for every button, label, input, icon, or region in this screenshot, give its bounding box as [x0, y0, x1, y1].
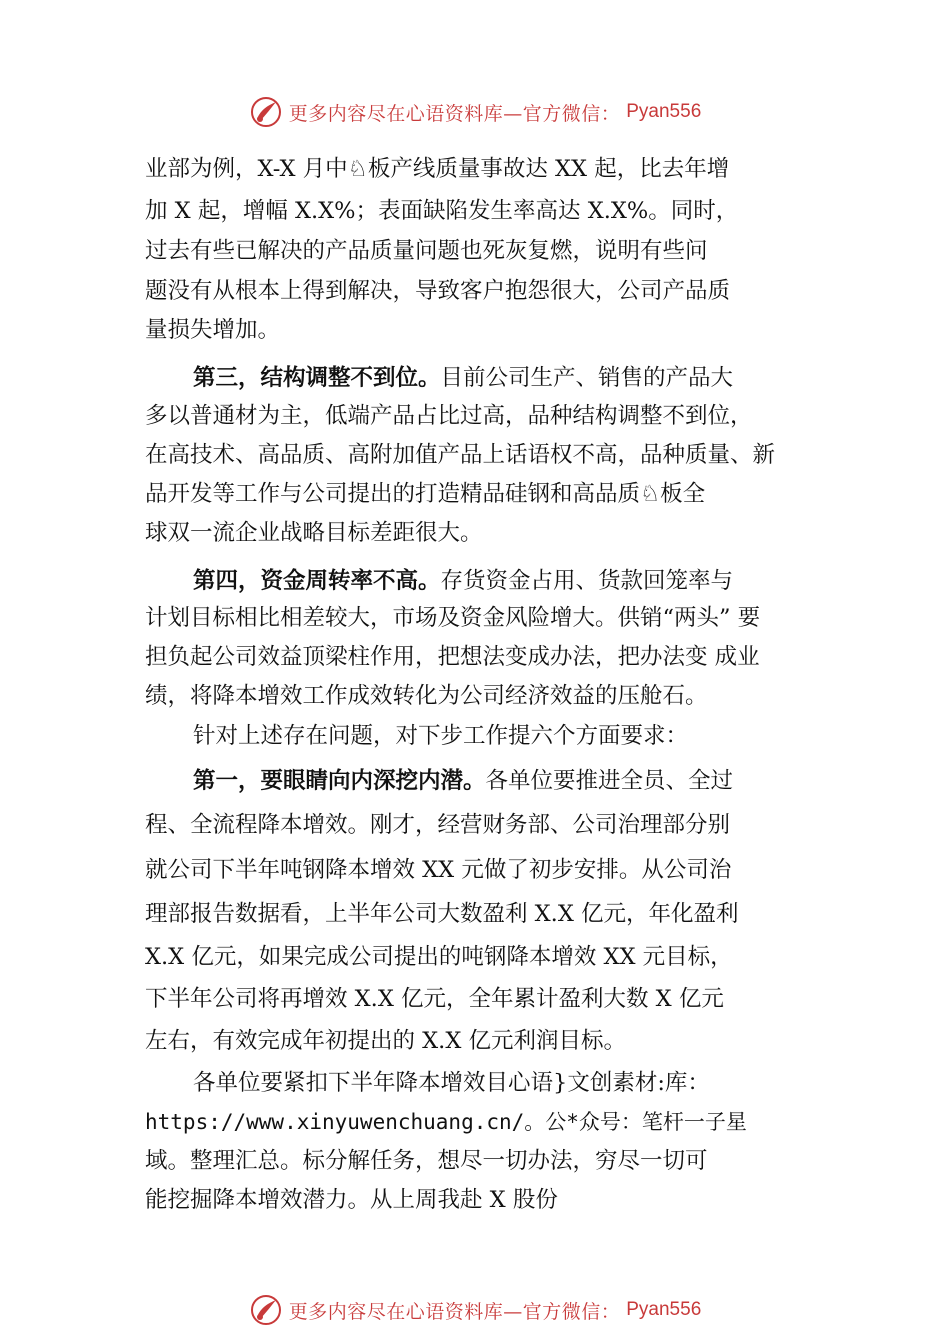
- text-line: 在高技术、高品质、高附加值产品上话语权不高，品种质量、新: [145, 442, 776, 468]
- banner-wechat-id: Pyan556: [626, 101, 702, 122]
- text-line: 理部报告数据看，上半年公司大数盈利 X.X 亿元，年化盈利: [145, 901, 739, 927]
- text-line: 加 X 起，增幅 X.X%；表面缺陷发生率高达 X.X%。同时，: [145, 198, 739, 224]
- text-line: 针对上述存在问题，对下步工作提六个方面要求：: [193, 723, 689, 749]
- text-line: 题没有从根本上得到解决，导致客户抱怨很大，公司产品质: [145, 278, 731, 304]
- banner-text: 更多内容尽在心语资料库—官方微信：: [288, 102, 621, 125]
- text-line: 品开发等工作与公司提出的打造精品硅钢和高品质♘板全: [145, 481, 706, 507]
- text-line: 下半年公司将再增效 X.X 亿元，全年累计盈利大数 X 亿元: [145, 986, 724, 1012]
- text-line: X.X 亿元，如果完成公司提出的吨钢降本增效 XX 元目标，: [145, 944, 733, 970]
- url-text: https://www.xinyuwenchuang.cn/。公*众号：笔杆一子星: [145, 1110, 747, 1134]
- paragraph-heading-line: 第四，资金周转率不高。存货资金占用、货款回笼率与: [193, 568, 734, 594]
- paragraph-heading-line: 第三，结构调整不到位。目前公司生产、销售的产品大: [193, 365, 734, 391]
- text-line: 各单位要紧扣下半年降本增效目心语}文创素材:库：: [193, 1070, 710, 1096]
- paragraph-heading: 第三，结构调整不到位。: [193, 365, 441, 391]
- text-line: 计划目标相比相差较大，市场及资金风险增大。供销“两头” 要: [145, 605, 761, 631]
- text-line: 就公司下半年吨钢降本增效 XX 元做了初步安排。从公司治: [145, 857, 732, 883]
- paragraph-heading: 第四，资金周转率不高。: [193, 568, 441, 594]
- text-line: 能挖掘降本增效潜力。从上周我赴 X 股份: [145, 1187, 558, 1213]
- text-line: 量损失增加。: [145, 317, 281, 343]
- text-line: 业部为例，X-X 月中♘板产线质量事故达 XX 起，比去年增: [145, 156, 730, 182]
- text-line: 球双一流企业战略目标差距很大。: [145, 520, 483, 546]
- text-line: 多以普通材为主，低端产品占比过高，品种结构调整不到位，: [145, 403, 753, 429]
- banner-text: 更多内容尽在心语资料库—官方微信：: [288, 1300, 621, 1323]
- footer-banner: [0, 1290, 950, 1330]
- paragraph-heading-line: 第一，要眼睛向内深挖内潜。各单位要推进全员、全过: [193, 768, 734, 794]
- text-line: 绩，将降本增效工作成效转化为公司经济效益的压舱石。: [145, 683, 708, 709]
- text-line: 过去有些已解决的产品质量问题也死灰复燃，说明有些问: [145, 238, 708, 264]
- banner-wechat-id: Pyan556: [626, 1299, 702, 1320]
- text-line: 域。整理汇总。标分解任务，想尽一切办法，穷尽一切可: [145, 1148, 708, 1174]
- text-line: 程、全流程降本增效。刚才，经营财务部、公司治理部分别: [145, 812, 731, 838]
- text-line: 左右，有效完成年初提出的 X.X 亿元利润目标。: [145, 1028, 626, 1054]
- text-line: [145, 1107, 825, 1137]
- paragraph-heading: 第一，要眼睛向内深挖内潜。: [193, 768, 486, 794]
- brush-logo-icon: [249, 1293, 283, 1327]
- text-line: 担负起公司效益顶梁柱作用，把想法变成办法，把办法变 成业: [145, 644, 760, 670]
